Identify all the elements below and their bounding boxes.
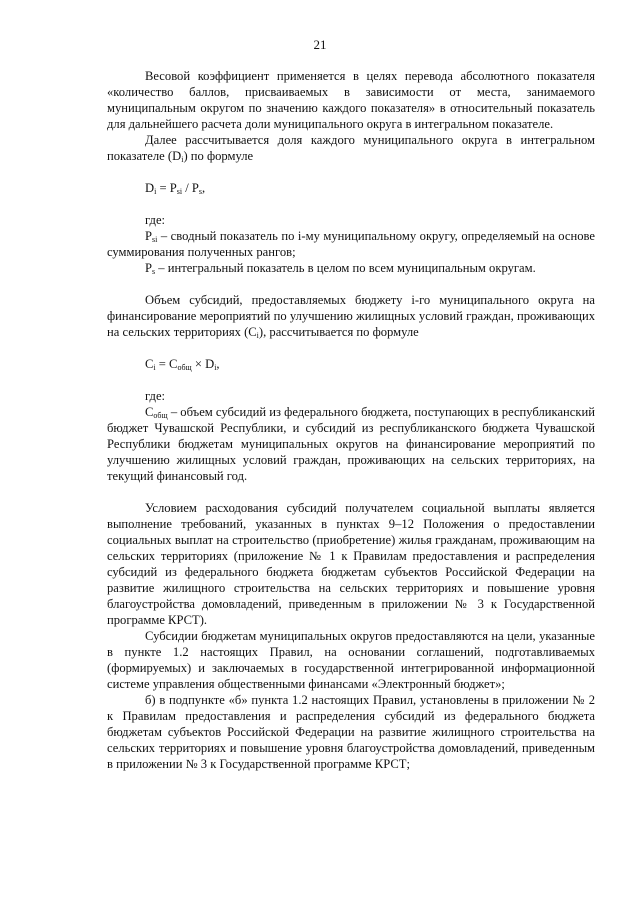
paragraph-expenditure-condition: Условием расходования субсидий получателем социальной выплаты является выполнение требований, указанных в пунктах 9–12 Положения о предоставлении социальных выплат на строительство (приобретение) жилья гражданам, проживающим на сельских территориях (приложение № 1 к Правилам предоставления и распределения субсидий из федерального бюджета бюджетам субъектов Российской Федерации на развитие жилищного строительства на сельских территориях и повышение уровня благоустройства домовладений, приведенным в приложении № 3 к Государственной программе КРСТ).: [107, 501, 595, 627]
definition-p-si: $P_{si}$ – сводный показатель по i-му муниципальному округу, определяемый на основе суммирования полученных рангов;: [107, 229, 595, 259]
formula-d-i: $D_i = P_{si} / P_s$,: [145, 181, 206, 196]
definition-p-s: $P_s$ – интегральный показатель в целом по всем муниципальным округам.: [145, 261, 536, 276]
paragraph-subsidy-volume: Объем субсидий, предоставляемых бюджету i-го муниципального округа на финансирование мероприятий по улучшению жилищных условий граждан, проживающих на сельских территориях $(C_i)$, рассчитывается по формуле: [107, 293, 595, 340]
paragraph-subsidies-provision: Субсидии бюджетам муниципальных округов предоставляются на цели, указанные в пункте 1.2 настоящих Правил, на основании соглашений, подготавливаемых (формируемых) и заключаемых в государственной интегрированной информационной системе управления общественными финансами «Электронный бюджет»;: [107, 629, 595, 691]
where-label: где:: [145, 213, 166, 227]
paragraph-subpoint-b: б) в подпункте «б» пункта 1.2 настоящих Правил, установлены в приложении № 2 к Правилам предоставления и распределения субсидий из федерального бюджета бюджетам субъектов Российской Федерации на развитие жилищного строительства на сельских территориях и повышение уровня благоустройства домовладений, приведенным в приложении № 3 к Государственной программе КРСТ;: [107, 693, 595, 771]
definition-c-obsh: $C_{общ}$ – объем субсидий из федерального бюджета, поступающих в республиканский бюджет Чувашской Республики, и субсидий из республиканского бюджета Чувашской Республики бюджетам муниципальных округов на финансирование мероприятий по улучшению жилищных условий граждан, проживающих на сельских территориях, на текущий финансовый год.: [107, 405, 595, 483]
paragraph-weight-coefficient: Весовой коэффициент применяется в целях перевода абсолютного показателя «количество баллов, присваиваемых в зависимости от места, занимаемого муниципальным округом по значению каждого показателя» в относительный показатель для дальнейшего расчета доли муниципального округа в интегральном показателе.: [107, 69, 595, 131]
paragraph-share-formula-intro: Далее рассчитывается доля каждого муниципального округа в интегральном показателе $(D_i)$ по формуле: [107, 133, 595, 164]
formula-c-i: $C_i = C_{общ} \times D_i$,: [145, 357, 220, 372]
document-body: [107, 68, 595, 772]
where-label: где:: [145, 389, 166, 403]
page-number: 21: [313, 37, 327, 52]
